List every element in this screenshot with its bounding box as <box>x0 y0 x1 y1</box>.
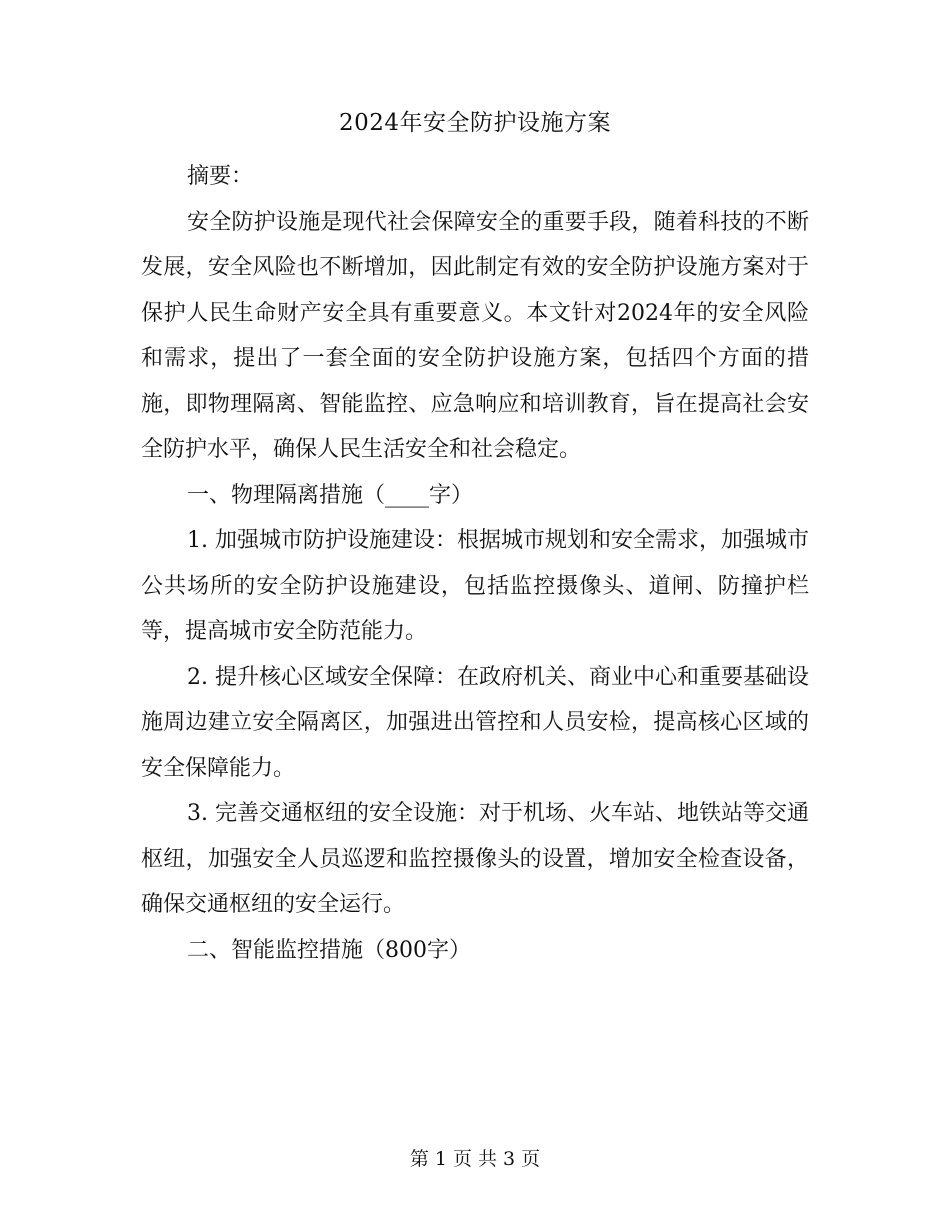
section-heading-smart-monitoring: 二、智能监控措施（800字） <box>187 937 471 963</box>
list-item: 2. 提升核心区域安全保障：在政府机关、商业中心和重要基础设施周边建立安全隔离区，加强进出管控和人员安检，提高核心区域的安全保障能力。 <box>141 664 809 781</box>
document-body <box>141 154 809 973</box>
abstract-heading: 摘要： <box>187 164 254 189</box>
page-number-label: 第 1 页 共 3 页 <box>409 1148 541 1170</box>
page-number <box>0 1146 950 1172</box>
list-item: 3. 完善交通枢纽的安全设施：对于机场、火车站、地铁站等交通枢纽，加强安全人员巡逻和监控摄像头的设置，增加安全检查设备，确保交通枢纽的安全运行。 <box>141 801 809 917</box>
list-item: 1. 加强城市防护设施建设：根据城市规划和安全需求，加强城市公共场所的安全防护设施建设，包括监控摄像头、道闸、防撞护栏等，提高城市安全防范能力。 <box>141 528 809 644</box>
abstract-paragraph: 安全防护设施是现代社会保障安全的重要手段，随着科技的不断发展，安全风险也不断增加，因此制定有效的安全防护设施方案对于保护人民生命财产安全具有重要意义。本文针对2024年的安全风险和需求，提出了一套全面的安全防护设施方案，包括四个方面的措施，即物理隔离、智能监控、应急响应和培训教育，旨在提高社会安全防护水平，确保人民生活安全和社会稳定。 <box>141 209 809 462</box>
section-heading-physical-isolation: 一、物理隔离措施（____字） <box>187 482 474 508</box>
document-title: 2024年安全防护设施方案 <box>338 110 612 136</box>
